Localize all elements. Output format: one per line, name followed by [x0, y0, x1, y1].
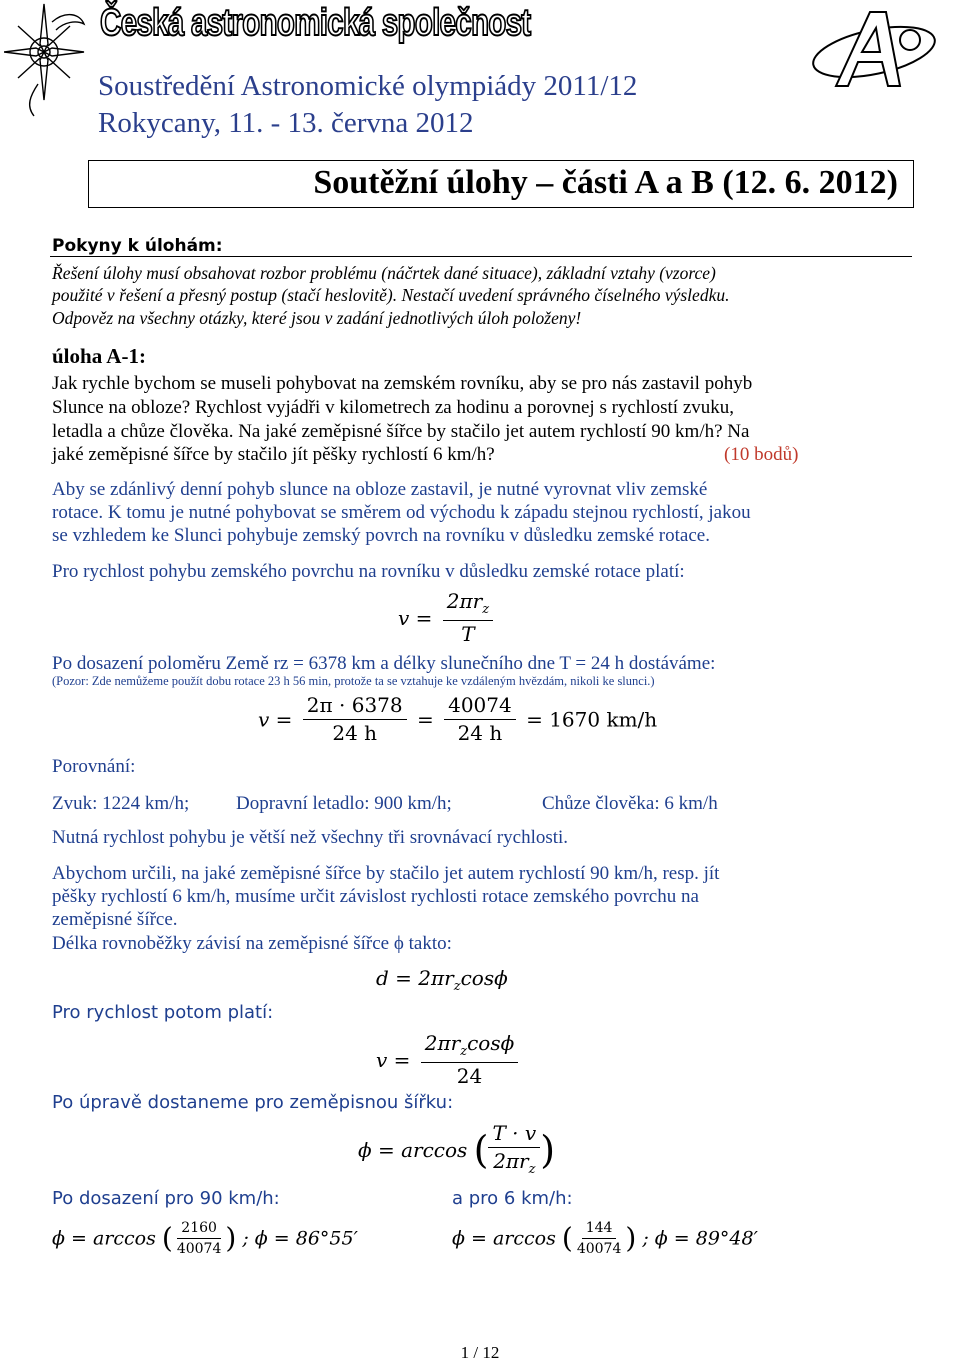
eq6-left-right-paren: )	[225, 1221, 237, 1255]
page-number: 1 / 12	[460, 1343, 500, 1362]
eq6-right-fraction	[573, 1220, 626, 1257]
eq4-den: 24	[456, 1063, 483, 1088]
eq6-left-num: 2160	[177, 1220, 221, 1239]
eq5-fraction	[488, 1122, 540, 1178]
equation-latitude	[358, 1122, 555, 1178]
eq2-num2: 40074	[444, 694, 516, 720]
eq2-equals: =	[416, 707, 434, 732]
olympiad-logo-icon	[782, 6, 954, 90]
solution-p3: Po dosazení poloměru Země rz = 6378 km a délky slunečního dne T = 24 h dostáváme:	[52, 653, 716, 674]
equation-parallel-length	[376, 966, 508, 994]
society-name: Česká astronomická společnost	[100, 2, 531, 44]
equation-equator-speed	[258, 694, 657, 745]
comparison-walk: Chůze člověka: 6 km/h	[542, 793, 718, 814]
eq5-sub: z	[528, 1162, 536, 1177]
eq6-left-lhs: ϕ = arccos	[52, 1227, 156, 1250]
eq6-right-lhs: ϕ = arccos	[452, 1227, 556, 1250]
eq4-fraction	[421, 1032, 518, 1088]
eq3-sub: z	[453, 979, 461, 994]
solution-p5-line-2: pěšky rychlostí 6 km/h, musíme určit závislost rychlosti rotace zemského povrchu na	[52, 886, 699, 907]
solution-p6: Délka rovnoběžky závisí na zeměpisné šířce ϕ takto:	[52, 933, 452, 954]
event-line-1: Soustředění Astronomické olympiády 2011/12	[98, 70, 638, 102]
eq5-den: 2πr	[493, 1149, 529, 1173]
eq2-lhs: v =	[258, 707, 293, 732]
eq4-num-rest: cosϕ	[467, 1031, 515, 1055]
comparison-plane: Dopravní letadlo: 900 km/h;	[236, 793, 452, 814]
task-line-3: letadla a chůze člověka. Na jaké zeměpisné šířce by stačilo jet autem rychlostí 90 km/h? Na	[52, 421, 750, 442]
equation-latitude-90	[52, 1220, 358, 1257]
comparison-sound: Zvuk: 1224 km/h;	[52, 793, 190, 814]
solution-p1-line-3: se vzhledem ke Slunci pohybuje zemský povrch na rovníku v důsledku zemské rotace.	[52, 525, 710, 546]
eq6-left-den: 40074	[176, 1241, 222, 1258]
instructions-line-3: Odpověz na všechny otázky, které jsou v zadání jednotlivých úloh položeny!	[52, 308, 582, 328]
eq5-left-paren: (	[473, 1127, 489, 1172]
eq2-result: = 1670 km/h	[526, 707, 658, 732]
eq1-sub: z	[482, 602, 490, 617]
divider	[50, 256, 912, 257]
eq6-left-result: ; ϕ = 86°55′	[242, 1227, 358, 1250]
instructions-heading: Pokyny k úlohám:	[52, 236, 223, 256]
solution-p9-left: Po dosazení pro 90 km/h:	[52, 1188, 280, 1209]
task-line-2: Slunce na obloze? Rychlost vyjádři v kilometrech za hodinu a porovnej s rychlostí zvuku,	[52, 397, 735, 418]
equation-velocity-latitude	[376, 1032, 522, 1088]
eq6-right-den: 40074	[576, 1241, 622, 1258]
solution-p1-line-2: rotace. K tomu je nutné pohybovat se směrem od východu k západu stejnou rychlostí, jakou	[52, 502, 751, 523]
eq4-lhs: v =	[376, 1047, 411, 1072]
olympiad-logo	[782, 6, 954, 90]
equation-latitude-6	[452, 1220, 758, 1257]
solution-p9-right: a pro 6 km/h:	[452, 1188, 573, 1209]
eq5-num: T · v	[488, 1122, 540, 1148]
task-line-1: Jak rychle bychom se museli pohybovat na zemském rovníku, aby se pro nás zastavil pohyb	[52, 373, 753, 394]
eq5-right-paren: )	[540, 1127, 556, 1172]
star-compass-icon	[4, 0, 90, 120]
page-title: Soutěžní úlohy – části A a B (12. 6. 2012)	[313, 164, 898, 201]
eq1-fraction	[443, 590, 493, 646]
equation-velocity	[398, 590, 497, 646]
eq3-rest: cosϕ	[460, 966, 508, 990]
instructions-line-1: Řešení úlohy musí obsahovat rozbor problému (náčrtek dané situace), základní vztahy (vzorce)	[52, 263, 716, 283]
solution-p4: Nutná rychlost pohybu je větší než všechny tři srovnávací rychlosti.	[52, 827, 569, 848]
solution-p7: Pro rychlost potom platí:	[52, 1002, 274, 1023]
eq6-right-result: ; ϕ = 89°48′	[642, 1227, 758, 1250]
society-emblem	[4, 0, 90, 120]
eq5-lhs: ϕ = arccos	[358, 1137, 468, 1162]
solution-note: (Pozor: Zde nemůžeme použít dobu rotace 23 h 56 min, protože ta se vztahuje ke vzdáleným hvězdám, nikoli ke slunci.)	[52, 674, 655, 688]
eq6-left-left-paren: (	[161, 1221, 173, 1255]
eq2-den1: 24 h	[332, 721, 378, 745]
task-line-4: jaké zeměpisné šířce by stačilo jít pěšky rychlostí 6 km/h?	[52, 444, 495, 465]
eq6-right-right-paren: )	[625, 1221, 637, 1255]
event-line-2: Rokycany, 11. - 13. června 2012	[98, 107, 474, 139]
eq4-num: 2πr	[424, 1031, 461, 1055]
eq6-right-left-paren: (	[561, 1221, 573, 1255]
solution-p8: Po úpravě dostaneme pro zeměpisnou šířku:	[52, 1092, 454, 1113]
solution-p1-line-1: Aby se zdánlivý denní pohyb slunce na obloze zastavil, je nutné vyrovnat vliv zemské	[52, 479, 708, 500]
eq2-fraction-1	[303, 694, 407, 745]
eq3-lhs: d = 2πr	[376, 966, 454, 990]
task-points: (10 bodů)	[724, 444, 799, 465]
eq2-fraction-2	[444, 694, 516, 745]
eq2-num1: 2π · 6378	[303, 694, 407, 720]
eq6-right-num: 144	[582, 1220, 617, 1239]
comparison-label: Porovnání:	[52, 756, 136, 777]
solution-p5-line-3: zeměpisné šířce.	[52, 909, 178, 930]
eq2-den2: 24 h	[457, 721, 503, 745]
eq1-den: T	[461, 621, 475, 646]
task-heading: úloha A-1:	[52, 344, 146, 368]
solution-p2: Pro rychlost pohybu zemského povrchu na rovníku v důsledku zemské rotace platí:	[52, 561, 685, 582]
solution-p5-line-1: Abychom určili, na jaké zeměpisné šířce by stačilo jet autem rychlostí 90 km/h, resp. jít	[52, 863, 720, 884]
eq1-num: 2πr	[446, 589, 483, 613]
instructions-line-2: použité v řešení a přesný postup (stačí heslovitě). Nestačí uvedení správného číselného výsledku.	[52, 285, 730, 305]
eq6-left-fraction	[173, 1220, 226, 1257]
eq4-sub: z	[460, 1044, 468, 1059]
eq1-lhs: v =	[398, 605, 433, 630]
